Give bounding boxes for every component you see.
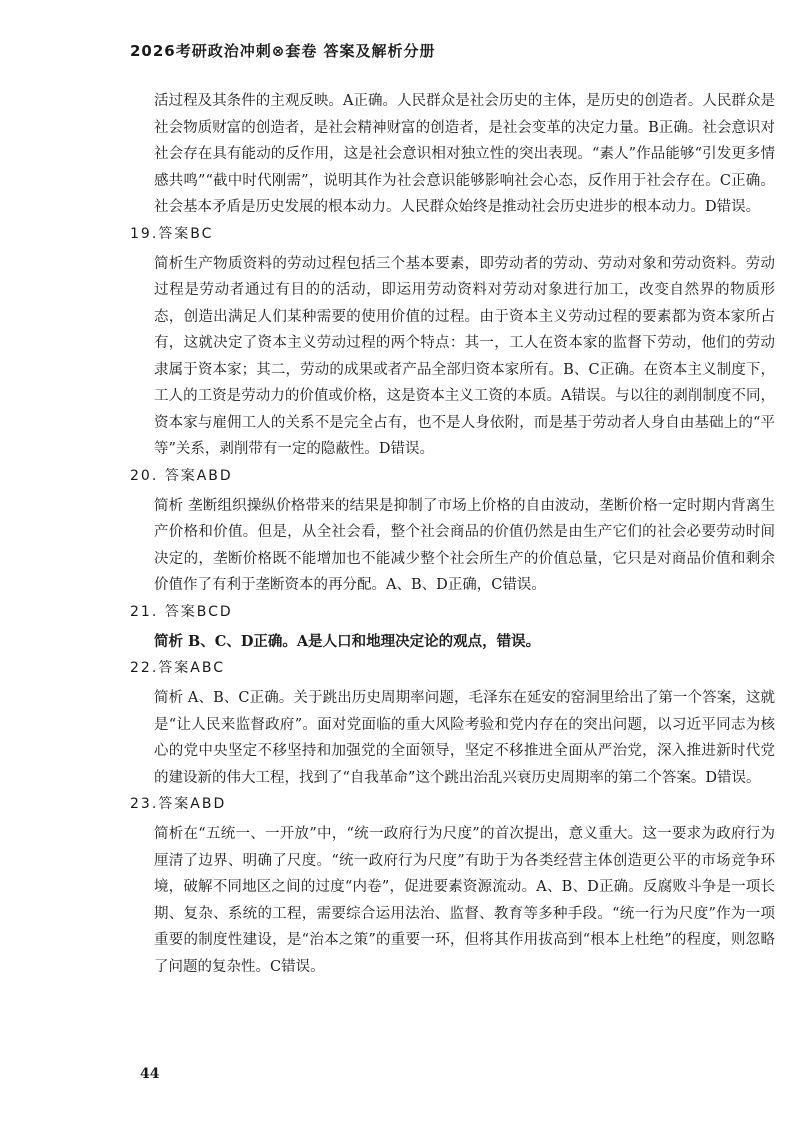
answer-analysis-paragraph: 活过程及其条件的主观反映。A正确。人民群众是社会历史的主体，是历史的创造者。人民群众是社会物质财富的创造者，是社会精神财富的创造者，是社会变革的决定力量。B正确。社会意识对社会存在具有能动的反作用，这是社会意识相对独立性的突出表现。“素人”作品能够“引发更多情感共鸣”“截中时代刚需”，说明其作为社会意识能够影响社会心态，反作用于社会存在。C正确。社会基本矛盾是历史发展的根本动力。人民群众始终是推动社会历史进步的根本动力。D错误。 bbox=[154, 93, 775, 215]
page-number: 44 bbox=[140, 1066, 160, 1082]
answer-heading-22: 22.答案ABC bbox=[130, 660, 225, 676]
answer-analysis-paragraph: 简析 A、B、C正确。关于跳出历史周期率问题，毛泽东在延安的窑洞里给出了第一个答案，这就是“让人民来监督政府”。面对党面临的重大风险考验和党内存在的突出问题，以习近平同志为核心的党中央坚定不移坚持和加强党的全面领导，坚定不移推进全面从严治党，深入推进新时代党的建设新的伟大工程，找到了“自我革命”这个跳出治乱兴衰历史周期率的第二个答案。D错误。 bbox=[154, 690, 775, 786]
answer-analysis-paragraph: 简析 垄断组织操纵价格带来的结果是抑制了市场上价格的自由波动，垄断价格一定时期内背离生产价格和价值。但是，从全社会看，整个社会商品的价值仍然是由生产它们的社会必要劳动时间决定的，垄断价格既不能增加也不能减少整个社会所生产的价值总量，它只是对商品价值和剩余价值作了有利于垄断资本的再分配。A、B、D正确，C错误。 bbox=[154, 497, 775, 593]
answer-analysis-paragraph: 简析在“五统一、一开放”中，“统一政府行为尺度”的首次提出，意义重大。这一要求为政府行为厘清了边界、明确了尺度。“统一政府行为尺度”有助于为各类经营主体创造更公平的市场竞争环境，破解不同地区之间的过度“内卷”，促进要素资源流动。A、B、D正确。反腐败斗争是一项长期、复杂、系统的工程，需要综合运用法治、监督、教育等多种手段。“统一行为尺度”作为一项重要的制度性建设，是“治本之策”的重要一环，但将其作用拔高到“根本上杜绝”的程度，则忽略了问题的复杂性。C错误。 bbox=[154, 826, 775, 975]
answer-heading-19: 19.答案BC bbox=[130, 225, 214, 242]
page-header: 2026考研政治冲刺⊗套卷 答案及解析分册 bbox=[130, 42, 436, 60]
answer-analysis-paragraph: 简析 B、C、D正确。A是人口和地理决定论的观点，错误。 bbox=[154, 632, 541, 650]
answer-content bbox=[130, 88, 775, 982]
answer-heading-20: 20. 答案ABD bbox=[130, 467, 233, 484]
answer-heading-23: 23.答案ABD bbox=[130, 796, 227, 812]
answer-heading-21: 21. 答案BCD bbox=[130, 603, 233, 620]
answer-analysis-paragraph: 简析生产物质资料的劳动过程包括三个基本要素，即劳动者的劳动、劳动对象和劳动资料。劳动过程是劳动者通过有目的的活动，即运用劳动资料对劳动对象进行加工，改变自然界的物质形态，创造出满足人们某种需要的使用价值的过程。由于资本主义劳动过程的要素都为资本家所占有，这就决定了资本主义劳动过程的两个特点：其一，工人在资本家的监督下劳动，他们的劳动隶属于资本家；其二，劳动的成果或者产品全部归资本家所有。B、C正确。在资本主义制度下，工人的工资是劳动力的价值或价格，这是资本主义工资的本质。A错误。与以往的剥削制度不同，资本家与雇佣工人的关系不是完全占有，也不是人身依附，而是基于劳动者人身自由基础上的“平等”关系，剥削带有一定的隐蔽性。D错误。 bbox=[154, 255, 775, 457]
